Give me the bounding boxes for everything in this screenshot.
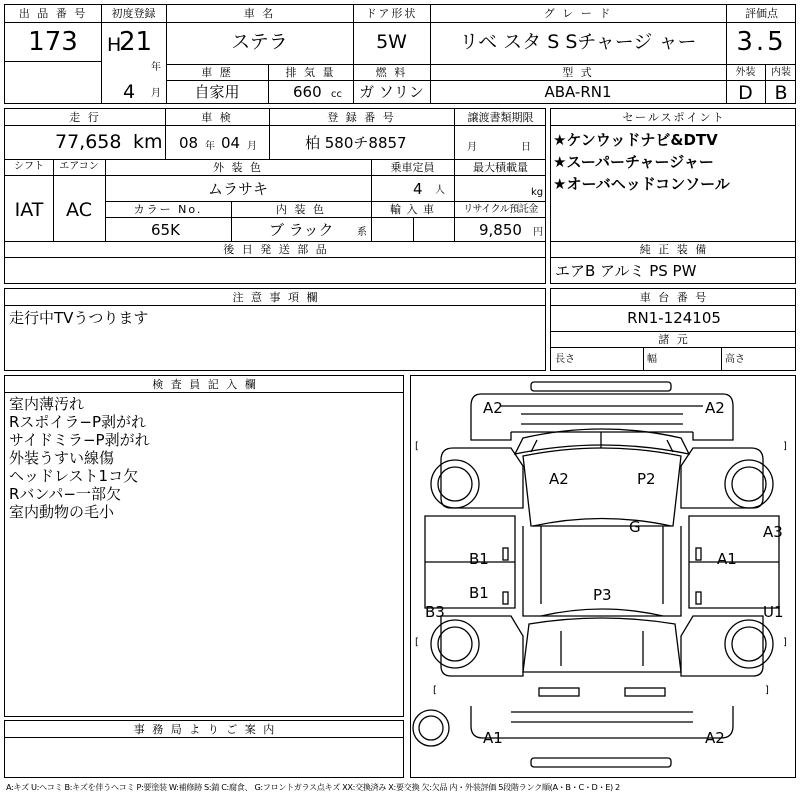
caution-label: 注 意 事 項 欄: [232, 291, 320, 304]
recycle-unit: 円: [533, 227, 543, 238]
caution-text: 走行中TVうつります: [9, 309, 149, 327]
selling-points-block: [550, 108, 796, 284]
seats: 4: [413, 180, 423, 198]
specs-label: 諸 元: [658, 333, 690, 346]
fuel: ガ ソリン: [359, 83, 424, 101]
inspector-note: Rバンパ−一部欠: [9, 485, 121, 503]
damage-mark: A3: [763, 523, 783, 541]
displacement: 660: [293, 83, 322, 101]
inspection-month-unit: 月: [247, 141, 257, 152]
plate-label: 登 録 番 号: [327, 111, 396, 124]
inspector-note: 室内動物の毛小: [9, 503, 115, 521]
inspector-block: [4, 375, 404, 717]
inspector-note: Rスポイラ−P剥がれ: [9, 413, 147, 431]
diagram-bracket: [: [433, 685, 437, 696]
reg-year: 21: [119, 27, 153, 57]
damage-mark: U1: [763, 603, 784, 621]
colorno-label: カラー No.: [133, 203, 203, 216]
fuel-label: 燃 料: [375, 66, 408, 79]
inspector-note: サイドミラ−P剥がれ: [9, 431, 150, 449]
car-name: ステラ: [231, 31, 288, 53]
damage-mark: A2: [549, 470, 569, 488]
reg-month: 4: [123, 81, 136, 103]
import-label: 輸 入 車: [390, 203, 435, 216]
grade: リベ スタ S Sチャージ ャー: [459, 31, 697, 53]
lot-label: 出 品 番 号: [18, 7, 88, 20]
mileage: 77,658: [55, 131, 122, 153]
damage-mark: B1: [469, 584, 489, 602]
diagram-bracket: [: [415, 441, 419, 452]
car-diagram: [410, 375, 796, 778]
inspection-label: 車 検: [201, 111, 233, 124]
int-grade: B: [774, 82, 788, 104]
int-label: 内装: [771, 67, 791, 78]
interior-color: ブ ラック: [269, 221, 334, 239]
office-label: 事 務 局 よ り ご 案 内: [133, 723, 277, 736]
later-parts-label: 後 日 発 送 部 品: [223, 243, 329, 256]
score-label: 評価点: [745, 7, 778, 20]
diagram-bracket: [: [415, 637, 419, 648]
disp-label: 排 気 量: [285, 66, 336, 79]
color-label: 外 装 色: [213, 161, 263, 174]
lot-number: 173: [28, 27, 78, 57]
model: ABA-RN1: [544, 83, 612, 101]
equipment-label: 純 正 装 備: [639, 243, 709, 256]
chassis-label: 車 台 番 号: [639, 291, 709, 304]
grade-label: グ レ ー ド: [543, 7, 613, 20]
diagram-bracket: ]: [783, 637, 787, 648]
inspection-year-unit: 年: [205, 141, 215, 152]
vehicle-info-block: [4, 108, 546, 284]
spec-length: 長さ: [555, 354, 575, 365]
ext-label: 外装: [735, 67, 756, 78]
selling-point: ★オーバヘッドコンソール: [553, 175, 730, 193]
disp-unit: cc: [331, 89, 342, 100]
reg-era: H: [107, 34, 122, 56]
header-block: [4, 4, 796, 104]
door-type: 5W: [376, 31, 407, 53]
seats-label: 乗車定員: [390, 161, 435, 174]
load-unit: kg: [531, 187, 544, 198]
damage-mark: P2: [637, 470, 656, 488]
diagram-bracket: ]: [783, 441, 787, 452]
inspector-note: ヘッドレスト1コ欠: [9, 467, 139, 485]
diagram-bracket: ]: [765, 685, 769, 696]
shift-label: シフト: [14, 161, 44, 172]
inspector-label: 検 査 員 記 入 欄: [152, 378, 258, 391]
chassis-number: RN1-124105: [627, 309, 721, 327]
year-unit: 年: [151, 62, 161, 73]
inspector-note: 外装うすい線傷: [9, 449, 115, 467]
seats-unit: 人: [435, 185, 445, 196]
transfer-label: 譲渡書類期限: [467, 111, 534, 124]
transfer-month: 月: [467, 142, 477, 153]
car-name-label: 車 名: [243, 7, 276, 20]
color-number: 65K: [151, 221, 180, 239]
damage-mark: B3: [425, 603, 445, 621]
selling-point: ★ケンウッドナビ&DTV: [553, 131, 718, 149]
load-label: 最大積載量: [473, 161, 528, 174]
inspection-month: 04: [221, 134, 241, 152]
shift: IAT: [14, 199, 44, 221]
ext-grade: D: [738, 82, 753, 104]
mileage-unit: km: [133, 131, 163, 153]
damage-mark: P3: [593, 586, 612, 604]
ac-label: エアコン: [59, 161, 99, 172]
damage-mark: A1: [483, 729, 503, 747]
damage-mark: A1: [717, 550, 737, 568]
damage-mark: A2: [705, 399, 725, 417]
inspector-note: 室内薄汚れ: [9, 395, 85, 413]
damage-mark: G: [629, 518, 641, 536]
equipment: エアB アルミ PS PW: [555, 262, 697, 280]
month-unit: 月: [151, 88, 161, 99]
office-block: [4, 720, 404, 778]
legend: A:キズ U:ヘコミ B:キズを伴うヘコミ P:要塗装 W:補修跡 S:錆 C:腐食、 G:フロントガラス点キズ XX:交換済み X:要交換 欠:欠品 内・外装評価 5段階ランク順(A・B・C・D・E) 2: [6, 782, 620, 792]
exterior-color: ムラサキ: [207, 180, 268, 198]
transfer-day: 日: [521, 142, 531, 153]
selling-point: ★スーパーチャージャー: [553, 153, 714, 171]
damage-mark: B1: [469, 550, 489, 568]
spec-width: 幅: [647, 354, 657, 365]
caution-block: [4, 288, 546, 371]
history-label: 車 歴: [201, 66, 233, 79]
selling-points-label: セールスポイント: [622, 111, 726, 124]
reg-label: 初度登録: [111, 7, 156, 20]
history: 自家用: [194, 83, 240, 101]
interior-color-unit: 系: [357, 227, 367, 238]
intcolor-label: 内 装 色: [276, 203, 326, 216]
damage-mark: A2: [483, 399, 503, 417]
inspection-year: 08: [179, 134, 199, 152]
spec-height: 高さ: [725, 354, 745, 365]
recycle-label: リサイクル預託金: [463, 204, 538, 215]
damage-mark: A2: [705, 729, 725, 747]
score: 3.5: [736, 27, 787, 57]
ac: AC: [66, 199, 92, 221]
plate-number: 柏 580チ8857: [305, 134, 407, 152]
mileage-label: 走 行: [69, 111, 101, 124]
chassis-block: [550, 288, 796, 371]
model-label: 型 式: [562, 66, 594, 79]
recycle-fee: 9,850: [479, 221, 522, 239]
door-label: ドア形状: [365, 7, 418, 20]
